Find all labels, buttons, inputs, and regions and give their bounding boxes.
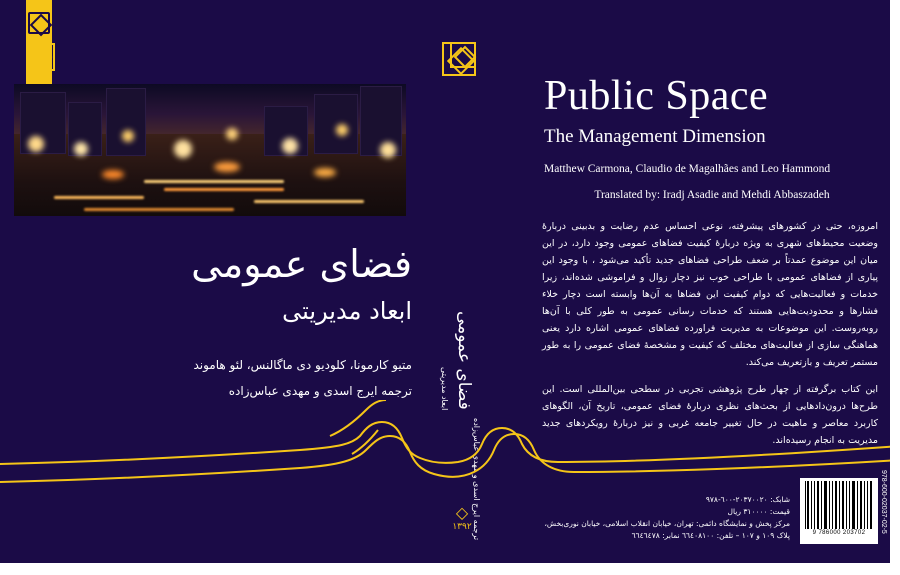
barcode-bars <box>804 481 874 529</box>
spine-title-fa: فضای عمومی <box>454 311 474 410</box>
front-subtitle-en: The Management Dimension <box>544 126 766 147</box>
back-cover <box>0 0 432 563</box>
back-authors-fa: متیو کارمونا، کلودیو دی ماگالنس، لئو هاموند <box>193 358 412 372</box>
price-line: قیمت: ٣١٠٠٠٠ ریال <box>727 507 790 516</box>
front-authors-en: Matthew Carmona, Claudio de Magalhães and Leo Hammond <box>544 163 831 175</box>
back-cover-title-block <box>16 238 412 330</box>
barcode-icon <box>800 478 878 544</box>
page-margin-right <box>890 0 900 575</box>
cover-photograph <box>14 84 406 216</box>
blurb-paragraph-1: امروزه، حتی در کشورهای پیشرفته، نوعی احساس عدم رضایت و بدبینی دربارهٔ وضعیت محیط‌های شهری به ویژه دربارهٔ کیفیت فضاهای عمومی وجود دارد، در این میان این موضوع عمدتاً بر ضعف طراحی فضاهای جدید تأکید می‌شود ، با وجود این پیاری از فضاهای عمومی با طراحی خوب نیز دچار زوال و فراموشی شده‌اند، زیرا خدمات و فعالیت‌هایی که دوام کیفیت این فضاها به آن‌ها وابسته است دچار خلاء فشارها و محدودیت‌هایی هستند که خدمات رسانی عمومی به طور کلی با آن‌ها روبه‌روست. این موضوعات به مدیریت فراورده فضاهای عمومی اشاره دارد یعنی هماهنگی سازی از فعالیت‌های مختلف که کیفیت و مشخصهٔ فضای عمومی را به طور مستمر تعریف و بازتعریف می‌کند. <box>542 221 878 368</box>
publisher-glyph-icon: ◇ <box>455 503 469 522</box>
spine-credits-fa: ترجمه ایرج اسدی و مهدی عباس‌زاده <box>472 417 481 540</box>
front-title-en: Public Space <box>544 73 769 119</box>
barcode-number: 9 786000 203702 <box>812 530 866 536</box>
blurb-paragraph-2: این کتاب برگرفته از چهار طرح پژوهشی تجربی در سطحی بین‌المللی است. این طرح‌ها درون‌دادهایی از بحث‌های نظری دربارهٔ فضای عمومی، تاریخ آن، الگوهای کاربرد معاصر و ماهیت در حال تغییر جامعه غربی و نیز دربارهٔ رویکردهای جدید مدیریت به انجام رسیده‌اند. <box>542 384 878 446</box>
address-line-1: مرکز پخش و نمایشگاه دائمی: تهران، خیابان انقلاب اسلامی، خیابان نوری‌بخش، <box>544 519 790 528</box>
page-margin-bottom <box>0 563 900 575</box>
publisher-emblem-icon <box>28 12 50 34</box>
back-subtitle-fa: ابعاد مدیریتی <box>282 297 412 325</box>
back-translators-fa: ترجمه ایرج اسدی و مهدی عباس‌زاده <box>228 384 412 398</box>
front-translators-en: Translated by: Iradj Asadie and Mehdi Abbaszadeh <box>594 189 830 201</box>
front-publisher-emblem-icon <box>442 42 476 76</box>
publisher-year: ١٣٩٢ <box>452 522 472 532</box>
spine-subtitle-fa: ابعاد مدیریتی <box>440 366 449 410</box>
address-line-2: پلاک ١٠٩ و ١٠٧ – تلفن: ٦٦٤٠٨١٠٠ نمابر: ٦٦٤٦٤٧٨ <box>631 531 790 540</box>
isbn-line: شابک: ٢٠٣٧٠٠٢٠-٦٠٠-٩٧٨ <box>705 495 790 504</box>
barcode-isbn-side-label: 978-600-02037-02-5 <box>880 470 887 534</box>
back-title-fa: فضای عمومی <box>191 242 412 286</box>
publisher-mark <box>438 504 486 532</box>
front-blurb <box>542 218 878 459</box>
back-cover-credits <box>16 352 412 404</box>
publisher-emblem-secondary-icon <box>24 40 54 74</box>
imprint-block <box>544 494 790 542</box>
book-spine <box>432 0 494 563</box>
